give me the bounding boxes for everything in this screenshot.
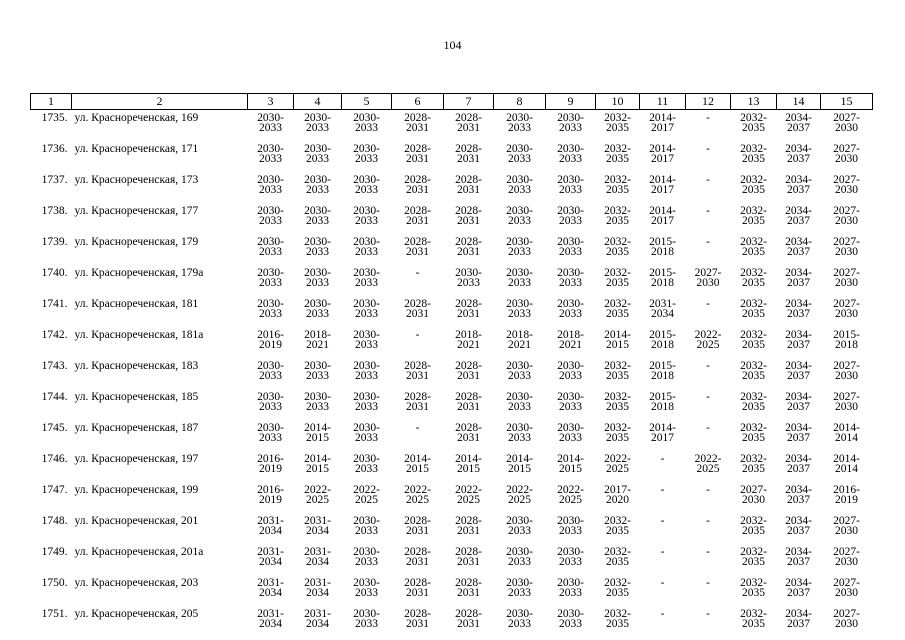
year-range-cell: - (706, 236, 710, 248)
year-range-cell: 2032- 2035 (604, 422, 631, 444)
year-range-cell: 2022- 2025 (604, 453, 631, 475)
year-range-cell: 2027- 2030 (833, 577, 860, 599)
year-range-cell: 2031- 2034 (304, 546, 331, 568)
year-range-cell: 2030- 2033 (557, 546, 584, 568)
year-range-cell: 2030- 2033 (353, 453, 380, 475)
row-address: ул. Краснореченская, 173 (74, 174, 199, 186)
year-range-cell: 2030- 2033 (506, 422, 533, 444)
year-range-cell: 2022- 2025 (557, 484, 584, 506)
year-range-cell: 2027- 2030 (833, 546, 860, 568)
year-range-cell: 2022- 2025 (353, 484, 380, 506)
year-range-cell: 2014- 2017 (649, 422, 676, 444)
year-range-cell: 2022- 2025 (304, 484, 331, 506)
year-range-cell: 2030- 2033 (257, 112, 284, 134)
year-range-cell: 2034- 2037 (785, 298, 812, 320)
row-address: ул. Краснореченская, 199 (74, 484, 199, 496)
year-range-cell: 2032- 2035 (604, 112, 631, 134)
year-range-cell: - (706, 112, 710, 124)
year-range-cell: 2027- 2030 (740, 484, 767, 506)
year-range-cell: 2034- 2037 (785, 422, 812, 444)
table-row (31, 296, 873, 327)
year-range-cell: 2028- 2031 (455, 546, 482, 568)
year-range-cell: 2030- 2033 (304, 267, 331, 289)
year-range-cell: 2030- 2033 (506, 267, 533, 289)
year-range-cell: 2014- 2017 (649, 143, 676, 165)
row-address: ул. Краснореченская, 179 (74, 236, 199, 248)
row-number: 1750. (41, 577, 68, 589)
year-range-cell: 2014- 2015 (304, 453, 331, 475)
year-range-cell: 2015- 2018 (649, 329, 676, 351)
row-address: ул. Краснореченская, 171 (74, 143, 199, 155)
year-range-cell: 2027- 2030 (833, 205, 860, 227)
year-range-cell: 2030- 2033 (304, 143, 331, 165)
year-range-cell: 2034- 2037 (785, 360, 812, 382)
year-range-cell: 2034- 2037 (785, 515, 812, 537)
year-range-cell: 2031- 2034 (257, 577, 284, 599)
row-number: 1745. (41, 422, 68, 434)
year-range-cell: 2016- 2019 (257, 484, 284, 506)
year-range-cell: 2028- 2031 (404, 546, 431, 568)
year-range-cell: - (706, 205, 710, 217)
year-range-cell: 2027- 2030 (694, 267, 722, 289)
year-range-cell: 2016- 2019 (257, 453, 284, 475)
year-range-cell: 2030- 2033 (304, 391, 331, 413)
column-header: 11 (640, 94, 686, 110)
year-range-cell: 2018- 2021 (557, 329, 584, 351)
year-range-cell: 2030- 2033 (506, 174, 533, 196)
year-range-cell: 2034- 2037 (785, 608, 812, 630)
column-header: 4 (294, 94, 342, 110)
table-row (31, 327, 873, 358)
year-range-cell: 2030- 2033 (353, 329, 380, 351)
year-range-cell: 2030- 2033 (257, 391, 284, 413)
row-number: 1749. (41, 546, 68, 558)
year-range-cell: 2022- 2025 (694, 453, 722, 475)
year-range-cell: 2028- 2031 (455, 608, 482, 630)
year-range-cell: 2030- 2033 (257, 267, 284, 289)
year-range-cell: 2030- 2033 (353, 112, 380, 134)
year-range-cell: 2032- 2035 (604, 391, 631, 413)
year-range-cell: 2022- 2025 (404, 484, 431, 506)
year-range-cell: 2014- 2017 (649, 205, 676, 227)
table-row (31, 544, 873, 575)
table-row (31, 606, 873, 637)
year-range-cell: 2030- 2033 (257, 360, 284, 382)
year-range-cell: 2030- 2033 (353, 391, 380, 413)
table-row (31, 513, 873, 544)
year-range-cell: 2017- 2020 (604, 484, 631, 506)
row-address: ул. Краснореченская, 201 (74, 515, 199, 527)
table-row (31, 389, 873, 420)
year-range-cell: 2015- 2018 (649, 360, 676, 382)
year-range-cell: 2014- 2015 (604, 329, 631, 351)
year-range-cell: 2028- 2031 (404, 360, 431, 382)
year-range-cell: 2027- 2030 (833, 515, 860, 537)
year-range-cell: 2034- 2037 (785, 205, 812, 227)
year-range-cell: 2028- 2031 (455, 360, 482, 382)
year-range-cell: 2032- 2035 (604, 298, 631, 320)
year-range-cell: - (706, 546, 710, 558)
year-range-cell: 2016- 2019 (257, 329, 284, 351)
year-range-cell: 2030- 2033 (353, 236, 380, 258)
row-number: 1742. (41, 329, 68, 341)
year-range-cell: 2030- 2033 (304, 112, 331, 134)
year-range-cell: - (706, 484, 710, 496)
year-range-cell: 2015- 2018 (649, 236, 676, 258)
year-range-cell: 2027- 2030 (833, 298, 860, 320)
year-range-cell: 2031- 2034 (257, 608, 284, 630)
row-number: 1737. (41, 174, 68, 186)
year-range-cell: 2030- 2033 (353, 515, 380, 537)
year-range-cell: 2034- 2037 (785, 546, 812, 568)
year-range-cell: 2034- 2037 (785, 577, 812, 599)
year-range-cell: 2027- 2030 (833, 112, 860, 134)
table-row (31, 482, 873, 513)
year-range-cell: 2014- 2015 (404, 453, 431, 475)
row-address: ул. Краснореченская, 197 (74, 453, 199, 465)
row-number: 1735. (41, 112, 68, 124)
year-range-cell: 2032- 2035 (604, 546, 631, 568)
row-address: ул. Краснореченская, 177 (74, 205, 199, 217)
row-number: 1739. (41, 236, 68, 248)
row-address: ул. Краснореченская, 205 (74, 608, 199, 620)
year-range-cell: 2032- 2035 (740, 453, 767, 475)
year-range-cell: 2028- 2031 (404, 298, 431, 320)
year-range-cell: 2022- 2025 (506, 484, 533, 506)
table-row (31, 575, 873, 606)
year-range-cell: 2030- 2033 (557, 360, 584, 382)
year-range-cell: 2022- 2025 (694, 329, 722, 351)
year-range-cell: 2014- 2015 (455, 453, 482, 475)
year-range-cell: 2030- 2033 (506, 515, 533, 537)
row-address: ул. Краснореченская, 183 (74, 360, 199, 372)
year-range-cell: 2028- 2031 (455, 422, 482, 444)
year-range-cell: 2030- 2033 (557, 205, 584, 227)
year-range-cell: 2015- 2018 (649, 391, 676, 413)
row-number: 1744. (41, 391, 68, 403)
year-range-cell: 2030- 2033 (353, 546, 380, 568)
row-number: 1746. (41, 453, 68, 465)
year-range-cell: 2032- 2035 (740, 174, 767, 196)
year-range-cell: 2031- 2034 (257, 515, 284, 537)
row-number: 1743. (41, 360, 68, 372)
year-range-cell: 2034- 2037 (785, 391, 812, 413)
year-range-cell: 2034- 2037 (785, 236, 812, 258)
year-range-cell: 2030- 2033 (455, 267, 482, 289)
year-range-cell: 2032- 2035 (604, 205, 631, 227)
year-range-cell: 2030- 2033 (506, 608, 533, 630)
year-range-cell: 2030- 2033 (304, 298, 331, 320)
year-range-cell: 2034- 2037 (785, 112, 812, 134)
year-range-cell: 2030- 2033 (557, 236, 584, 258)
column-header: 3 (248, 94, 294, 110)
year-range-cell: 2028- 2031 (404, 577, 431, 599)
year-range-cell: 2034- 2037 (785, 143, 812, 165)
column-header: 14 (777, 94, 821, 110)
row-address: ул. Краснореченская, 185 (74, 391, 199, 403)
table-row (31, 141, 873, 172)
year-range-cell: 2030- 2033 (353, 422, 380, 444)
year-range-cell: 2016- 2019 (833, 484, 860, 506)
year-range-cell: - (660, 453, 665, 465)
year-range-cell: 2030- 2033 (506, 546, 533, 568)
year-range-cell: 2030- 2033 (506, 577, 533, 599)
year-range-cell: 2031- 2034 (257, 546, 284, 568)
year-range-cell: 2014- 2015 (506, 453, 533, 475)
year-range-cell: 2030- 2033 (257, 205, 284, 227)
year-range-cell: - (660, 546, 665, 558)
year-range-cell: 2030- 2033 (353, 298, 380, 320)
year-range-cell: - (660, 515, 665, 527)
year-range-cell: 2032- 2035 (604, 608, 631, 630)
year-range-cell: 2030- 2033 (353, 577, 380, 599)
year-range-cell: 2030- 2033 (557, 174, 584, 196)
year-range-cell: 2027- 2030 (833, 236, 860, 258)
year-range-cell: - (660, 577, 665, 589)
year-range-cell: 2028- 2031 (404, 143, 431, 165)
year-range-cell: 2028- 2031 (455, 112, 482, 134)
year-range-cell: 2032- 2035 (740, 143, 767, 165)
year-range-cell: 2028- 2031 (404, 391, 431, 413)
year-range-cell: 2014- 2015 (304, 422, 331, 444)
row-address: ул. Краснореченская, 181 (74, 298, 199, 310)
table-row (31, 420, 873, 451)
year-range-cell: 2028- 2031 (404, 608, 431, 630)
year-range-cell: 2030- 2033 (304, 205, 331, 227)
year-range-cell: 2028- 2031 (455, 298, 482, 320)
column-header: 1 (31, 94, 72, 110)
year-range-cell: - (660, 484, 665, 496)
year-range-cell: 2030- 2033 (557, 515, 584, 537)
row-address: ул. Краснореченская, 181а (74, 329, 204, 341)
year-range-cell: 2030- 2033 (353, 267, 380, 289)
year-range-cell: 2027- 2030 (833, 143, 860, 165)
table-body (31, 110, 873, 638)
row-number: 1748. (41, 515, 68, 527)
year-range-cell: 2027- 2030 (833, 391, 860, 413)
year-range-cell: 2028- 2031 (404, 515, 431, 537)
table-row (31, 358, 873, 389)
year-range-cell: 2032- 2035 (740, 236, 767, 258)
year-range-cell: 2028- 2031 (455, 174, 482, 196)
year-range-cell: 2030- 2033 (557, 143, 584, 165)
year-range-cell: 2030- 2033 (557, 577, 584, 599)
year-range-cell: 2028- 2031 (455, 236, 482, 258)
column-header: 9 (546, 94, 596, 110)
year-range-cell: 2032- 2035 (740, 267, 767, 289)
column-header: 15 (821, 94, 873, 110)
year-range-cell: 2028- 2031 (455, 391, 482, 413)
year-range-cell: 2032- 2035 (604, 267, 631, 289)
column-header: 6 (392, 94, 444, 110)
year-range-cell: 2031- 2034 (304, 608, 331, 630)
year-range-cell: 2031- 2034 (649, 298, 676, 320)
year-range-cell: 2028- 2031 (455, 515, 482, 537)
year-range-cell: - (706, 515, 710, 527)
repair-schedule-table (30, 93, 873, 637)
year-range-cell: 2030- 2033 (353, 143, 380, 165)
year-range-cell: 2014- 2015 (557, 453, 584, 475)
year-range-cell: - (415, 329, 420, 341)
column-header: 2 (72, 94, 248, 110)
year-range-cell: 2032- 2035 (604, 577, 631, 599)
year-range-cell: 2018- 2021 (455, 329, 482, 351)
year-range-cell: 2032- 2035 (740, 329, 767, 351)
year-range-cell: 2030- 2033 (353, 360, 380, 382)
year-range-cell: 2030- 2033 (304, 236, 331, 258)
column-header: 10 (596, 94, 640, 110)
year-range-cell: 2030- 2033 (557, 267, 584, 289)
year-range-cell: 2014- 2014 (833, 422, 860, 444)
year-range-cell: 2032- 2035 (740, 577, 767, 599)
year-range-cell: 2014- 2017 (649, 174, 676, 196)
year-range-cell: 2022- 2025 (455, 484, 482, 506)
table-row (31, 451, 873, 482)
year-range-cell: 2027- 2030 (833, 360, 860, 382)
year-range-cell: 2030- 2033 (557, 608, 584, 630)
year-range-cell: 2030- 2033 (557, 298, 584, 320)
year-range-cell: 2032- 2035 (740, 515, 767, 537)
year-range-cell: 2032- 2035 (604, 143, 631, 165)
column-header: 13 (731, 94, 777, 110)
year-range-cell: 2028- 2031 (455, 205, 482, 227)
year-range-cell: 2015- 2018 (833, 329, 860, 351)
year-range-cell: 2027- 2030 (833, 267, 860, 289)
year-range-cell: - (706, 608, 710, 620)
year-range-cell: 2027- 2030 (833, 608, 860, 630)
year-range-cell: 2030- 2033 (506, 360, 533, 382)
row-number: 1738. (41, 205, 68, 217)
table-row (31, 265, 873, 296)
year-range-cell: 2030- 2033 (506, 205, 533, 227)
year-range-cell: 2032- 2035 (740, 360, 767, 382)
year-range-cell: - (415, 422, 420, 434)
year-range-cell: 2028- 2031 (404, 236, 431, 258)
year-range-cell: 2030- 2033 (557, 422, 584, 444)
year-range-cell: 2032- 2035 (740, 608, 767, 630)
year-range-cell: 2032- 2035 (740, 298, 767, 320)
year-range-cell: 2030- 2033 (257, 298, 284, 320)
year-range-cell: - (706, 174, 710, 186)
table-row (31, 172, 873, 203)
row-address: ул. Краснореченская, 201а (74, 546, 204, 558)
year-range-cell: 2028- 2031 (455, 143, 482, 165)
year-range-cell: 2028- 2031 (404, 112, 431, 134)
year-range-cell: 2030- 2033 (506, 112, 533, 134)
column-header: 7 (444, 94, 494, 110)
year-range-cell: 2032- 2035 (740, 546, 767, 568)
year-range-cell: 2030- 2033 (257, 236, 284, 258)
year-range-cell: 2030- 2033 (506, 236, 533, 258)
row-address: ул. Краснореченская, 169 (74, 112, 199, 124)
year-range-cell: - (660, 608, 665, 620)
year-range-cell: 2032- 2035 (604, 515, 631, 537)
year-range-cell: 2032- 2035 (604, 174, 631, 196)
row-number: 1747. (41, 484, 68, 496)
year-range-cell: 2030- 2033 (506, 391, 533, 413)
year-range-cell: 2032- 2035 (740, 112, 767, 134)
row-number: 1741. (41, 298, 68, 310)
year-range-cell: 2014- 2014 (833, 453, 860, 475)
row-number: 1751. (41, 608, 68, 620)
year-range-cell: 2032- 2035 (740, 391, 767, 413)
year-range-cell: 2031- 2034 (304, 515, 331, 537)
row-address: ул. Краснореченская, 203 (74, 577, 199, 589)
year-range-cell: 2030- 2033 (557, 112, 584, 134)
year-range-cell: 2018- 2021 (506, 329, 533, 351)
header-row (31, 94, 873, 110)
column-header: 5 (342, 94, 392, 110)
year-range-cell: 2032- 2035 (604, 236, 631, 258)
year-range-cell: 2030- 2033 (506, 298, 533, 320)
year-range-cell: 2032- 2035 (740, 422, 767, 444)
row-address: ул. Краснореченская, 187 (74, 422, 199, 434)
year-range-cell: 2018- 2021 (304, 329, 331, 351)
table-row (31, 203, 873, 234)
year-range-cell: 2030- 2033 (304, 360, 331, 382)
row-number: 1736. (41, 143, 68, 155)
year-range-cell: 2030- 2033 (353, 608, 380, 630)
year-range-cell: 2030- 2033 (557, 391, 584, 413)
year-range-cell: 2030- 2033 (257, 422, 284, 444)
year-range-cell: 2014- 2017 (649, 112, 676, 134)
column-header: 8 (494, 94, 546, 110)
year-range-cell: 2027- 2030 (833, 174, 860, 196)
year-range-cell: 2028- 2031 (455, 577, 482, 599)
year-range-cell: 2030- 2033 (353, 205, 380, 227)
column-header: 12 (686, 94, 731, 110)
year-range-cell: 2015- 2018 (649, 267, 676, 289)
year-range-cell: - (706, 360, 710, 372)
year-range-cell: 2030- 2033 (257, 174, 284, 196)
page-number: 104 (443, 38, 462, 52)
year-range-cell: 2030- 2033 (257, 143, 284, 165)
year-range-cell: 2031- 2034 (304, 577, 331, 599)
year-range-cell: 2028- 2031 (404, 205, 431, 227)
year-range-cell: - (706, 298, 710, 310)
year-range-cell: - (706, 422, 710, 434)
row-number: 1740. (41, 267, 68, 279)
year-range-cell: - (706, 391, 710, 403)
year-range-cell: - (415, 267, 420, 279)
table-row (31, 234, 873, 265)
year-range-cell: 2028- 2031 (404, 174, 431, 196)
year-range-cell: 2034- 2037 (785, 174, 812, 196)
year-range-cell: 2034- 2037 (785, 453, 812, 475)
year-range-cell: - (706, 577, 710, 589)
year-range-cell: 2030- 2033 (304, 174, 331, 196)
year-range-cell: 2032- 2035 (740, 205, 767, 227)
year-range-cell: 2032- 2035 (604, 360, 631, 382)
year-range-cell: 2034- 2037 (785, 267, 812, 289)
row-address: ул. Краснореченская, 179а (74, 267, 204, 279)
year-range-cell: 2034- 2037 (785, 329, 812, 351)
year-range-cell: 2030- 2033 (506, 143, 533, 165)
year-range-cell: 2030- 2033 (353, 174, 380, 196)
year-range-cell: - (706, 143, 710, 155)
table-row (31, 110, 873, 142)
year-range-cell: 2034- 2037 (785, 484, 812, 506)
